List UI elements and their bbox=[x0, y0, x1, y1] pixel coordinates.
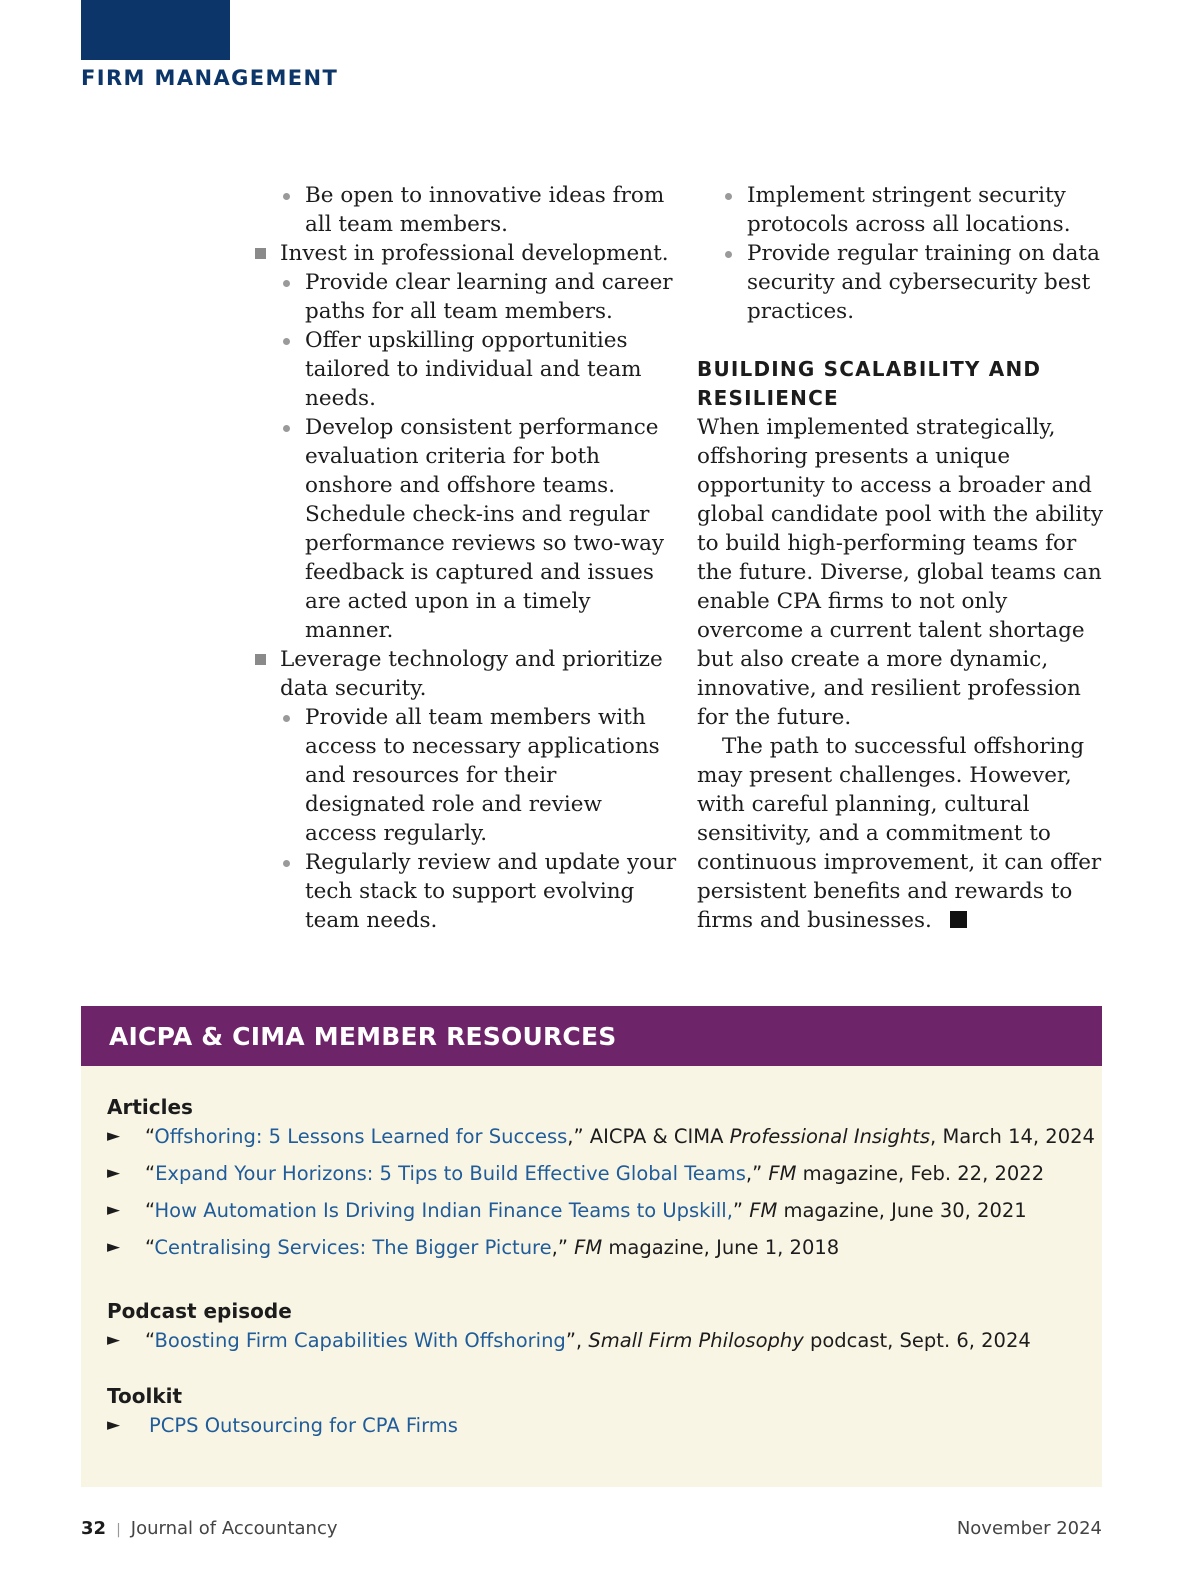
open-quote: “ bbox=[145, 1199, 155, 1222]
right-column bbox=[697, 181, 1107, 935]
section-heading: BUILDING SCALABILITY AND RESILIENCE bbox=[697, 357, 1042, 410]
list-item: Provide clear learning and career paths for all team members. bbox=[280, 268, 680, 326]
closing-paragraph bbox=[697, 732, 1107, 935]
section-label: FIRM MANAGEMENT bbox=[81, 66, 339, 90]
podcast-link[interactable]: Boosting Firm Capabilities With Offshoring bbox=[154, 1329, 566, 1352]
toolkit-label: Toolkit bbox=[107, 1384, 183, 1408]
article-link-expand-horizons[interactable]: Expand Your Horizons: 5 Tips to Build Effective Global Teams bbox=[155, 1162, 746, 1185]
arrow-bullet-icon: ► bbox=[107, 1237, 121, 1257]
development-bullets bbox=[280, 268, 680, 645]
articles-list bbox=[107, 1122, 1102, 1262]
group-item-technology bbox=[255, 645, 680, 703]
end-of-article-icon bbox=[950, 911, 967, 928]
group-list bbox=[255, 239, 680, 268]
podcast-item bbox=[107, 1326, 1102, 1355]
citation-date: magazine, June 1, 2018 bbox=[602, 1236, 840, 1259]
body-paragraph: When implemented strategically, offshoring presents a unique opportunity to access a broader and global candidate pool with the ability to build high-performing teams for the future. Diverse, global teams can enable CPA firms to not only overcome a current talent shortage but also create a more dynamic, innovative, and resilient profession for the future. bbox=[697, 415, 1104, 730]
journal-name: Journal of Accountancy bbox=[130, 1518, 338, 1539]
article-link-centralising[interactable]: Centralising Services: The Bigger Picture bbox=[154, 1236, 552, 1259]
left-column bbox=[255, 181, 680, 935]
open-quote: “ bbox=[145, 1329, 155, 1352]
closing-paragraph-text: The path to successful offshoring may present challenges. However, with careful planning, cultural sensitivity, and a commitment to continuous improvement, it can offer persistent benefits and rewards to firms and businesses. bbox=[697, 734, 1102, 933]
lead-bullet-list bbox=[280, 181, 680, 239]
footer-left bbox=[81, 1518, 338, 1539]
list-item: Provide all team members with access to necessary applications and resources for their designated role and review access regularly. bbox=[280, 703, 680, 848]
arrow-bullet-icon: ► bbox=[107, 1415, 121, 1435]
citation-text: ,” bbox=[745, 1162, 769, 1185]
arrow-bullet-icon: ► bbox=[107, 1330, 121, 1350]
article-link-automation[interactable]: How Automation Is Driving Indian Finance Teams to Upskill, bbox=[154, 1199, 733, 1222]
open-quote: “ bbox=[145, 1162, 156, 1185]
article-item bbox=[107, 1196, 1102, 1225]
citation-date: podcast, Sept. 6, 2024 bbox=[803, 1329, 1031, 1352]
citation-date: , March 14, 2024 bbox=[930, 1125, 1095, 1148]
toolkit-item bbox=[107, 1411, 1102, 1440]
citation-text: ,” AICPA & CIMA bbox=[567, 1125, 730, 1148]
citation-source: Professional Insights bbox=[729, 1125, 931, 1148]
toolkit-list bbox=[107, 1411, 1102, 1440]
list-item: Develop consistent performance evaluation criteria for both onshore and offshore teams. Schedule check-ins and regular performance reviews so two-way feedback is captured and issues are acted upon in a timely manner. bbox=[280, 413, 680, 645]
citation-source: Small Firm Philosophy bbox=[588, 1329, 804, 1352]
podcast-label: Podcast episode bbox=[107, 1299, 292, 1323]
group-item-development bbox=[255, 239, 680, 268]
technology-bullets bbox=[280, 703, 680, 935]
resources-body bbox=[81, 1066, 1102, 1440]
citation-source: FM bbox=[768, 1162, 797, 1185]
list-item: Provide regular training on data security and cybersecurity best practices. bbox=[722, 239, 1107, 326]
group-title: Invest in professional development. bbox=[280, 241, 669, 266]
page-number: 32 bbox=[81, 1518, 107, 1539]
header-color-block bbox=[81, 0, 230, 60]
footer-separator: | bbox=[116, 1522, 121, 1538]
citation-text: ”, bbox=[565, 1329, 589, 1352]
open-quote: “ bbox=[145, 1236, 155, 1259]
resources-header bbox=[81, 1006, 1102, 1066]
list-item: Offer upskilling opportunities tailored to individual and team needs. bbox=[280, 326, 680, 413]
arrow-bullet-icon: ► bbox=[107, 1126, 121, 1146]
security-bullets bbox=[722, 181, 1107, 326]
citation-source: FM bbox=[574, 1236, 603, 1259]
article-item bbox=[107, 1233, 1102, 1262]
citation-source: FM bbox=[749, 1199, 778, 1222]
article-link-offshoring-lessons[interactable]: Offshoring: 5 Lessons Learned for Success bbox=[154, 1125, 568, 1148]
article-item bbox=[107, 1122, 1102, 1151]
citation-text: ,” bbox=[551, 1236, 575, 1259]
resources-title: AICPA & CIMA MEMBER RESOURCES bbox=[109, 1021, 617, 1051]
arrow-bullet-icon: ► bbox=[107, 1200, 121, 1220]
open-quote: “ bbox=[145, 1125, 155, 1148]
group-list bbox=[255, 645, 680, 703]
arrow-bullet-icon: ► bbox=[107, 1163, 121, 1183]
podcast-list bbox=[107, 1326, 1102, 1355]
list-item: Be open to innovative ideas from all team members. bbox=[280, 181, 680, 239]
citation-date: magazine, June 30, 2021 bbox=[777, 1199, 1027, 1222]
citation-date: magazine, Feb. 22, 2022 bbox=[796, 1162, 1045, 1185]
article-item bbox=[107, 1159, 1102, 1188]
toolkit-link[interactable]: PCPS Outsourcing for CPA Firms bbox=[149, 1414, 458, 1437]
group-title: Leverage technology and prioritize data security. bbox=[280, 647, 663, 701]
citation-text: ” bbox=[732, 1199, 750, 1222]
issue-date: November 2024 bbox=[956, 1518, 1102, 1539]
articles-label: Articles bbox=[107, 1095, 193, 1119]
member-resources-box bbox=[81, 1006, 1102, 1487]
list-item: Implement stringent security protocols across all locations. bbox=[722, 181, 1107, 239]
list-item: Regularly review and update your tech stack to support evolving team needs. bbox=[280, 848, 680, 935]
